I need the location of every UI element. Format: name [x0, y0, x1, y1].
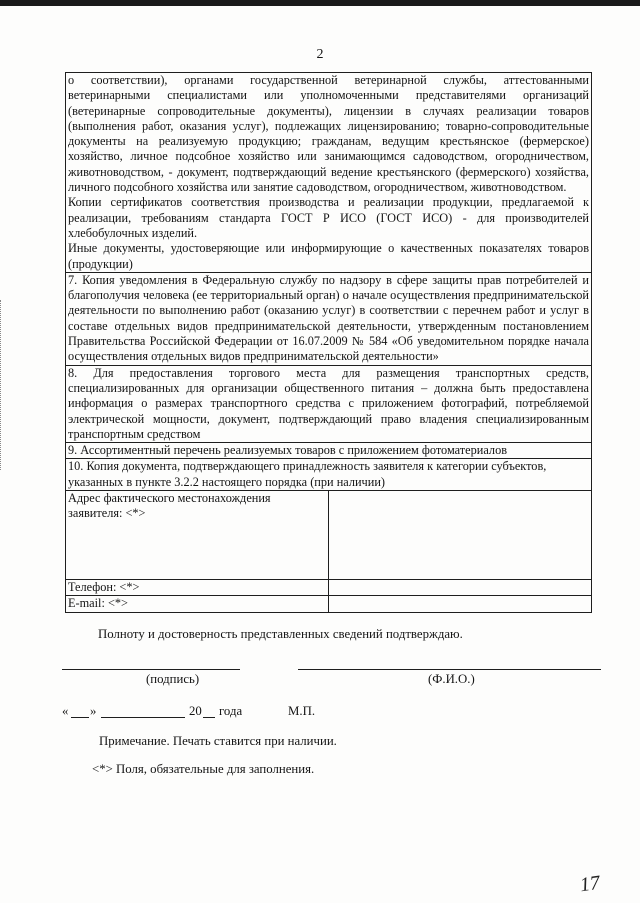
table-row	[66, 491, 592, 580]
table-row	[66, 73, 592, 273]
certificates-paragraph: Копии сертификатов соответствия производства и реализации продукции, предлагаемой к реализации, требованиям стандарта ГОСТ Р ИСО (ГОСТ ИСО) - для производителей хлебобулочных изделий.	[68, 195, 589, 240]
stamp-place: М.П.	[288, 704, 316, 718]
item-9-assortment-list: 9. Ассортиментный перечень реализуемых товаров с приложением фотоматериалов	[66, 443, 592, 459]
vet-documents-paragraph: о соответствии), органами государственной ветеринарной службы, аттестованными ветеринарными специалистами или уполномоченными представителями организаций (ветеринарные сопроводительные документы), лицензии в случаях реализации товаров (выполнения работ, оказания услуг), подлежащих лицензированию; товарно-сопроводительные документы на реализуемую продукцию; гражданам, ведущим крестьянское (фермерское) хозяйство, личное подсобное хозяйство или занимающимся садоводством, огородничеством, животноводством, - документ, подтверждающий ведение крестьянского (фермерского) хозяйства, личного подсобного хозяйства или занятие садоводством, огородничеством, животноводством.	[68, 73, 589, 195]
stamp-note: Примечание. Печать ставится при наличии.	[99, 734, 337, 748]
documents-list-continuation	[66, 73, 592, 273]
handwritten-page-number: 17	[578, 871, 602, 897]
date-year-word: года	[219, 704, 243, 718]
phone-label: Телефон: <*>	[66, 580, 329, 596]
fio-line[interactable]	[298, 669, 601, 670]
date-close-quote: »	[90, 704, 97, 718]
page-number: 2	[316, 47, 324, 62]
email-field[interactable]	[329, 596, 592, 612]
quality-documents-paragraph: Иные документы, удостоверяющие или информирующие о качественных показателях товаров (продукции)	[68, 241, 589, 271]
date-year-line[interactable]	[203, 717, 215, 718]
address-label: Адрес фактического местонахождения заявителя: <*>	[66, 491, 329, 580]
item-8-vehicle-info: 8. Для предоставления торгового места для размещения транспортных средств, специализированных для организации общественного питания – должна быть предоставлена информация о размерах транспортного средства с приложением фотографий, потребляемой электрической мощности, документ, подтверждающий право владения специализированным транспортным средством	[66, 365, 592, 442]
table-row	[66, 443, 592, 459]
email-label: E-mail: <*>	[66, 596, 329, 612]
table-row	[66, 272, 592, 365]
date-year-prefix: 20	[189, 704, 202, 718]
signature-line[interactable]	[62, 669, 240, 670]
signature-caption: (подпись)	[146, 672, 200, 686]
fio-caption: (Ф.И.О.)	[428, 672, 475, 686]
scan-edge	[0, 0, 640, 6]
table-row	[66, 596, 592, 612]
documents-table	[65, 72, 592, 613]
confirmation-text: Полноту и достоверность представленных сведений подтверждаю.	[98, 627, 463, 641]
date-day-line[interactable]	[71, 717, 89, 718]
required-fields-note: <*> Поля, обязательные для заполнения.	[92, 762, 315, 776]
scan-artifact	[0, 300, 4, 470]
table-row	[66, 459, 592, 491]
address-field[interactable]	[329, 491, 592, 580]
phone-field[interactable]	[329, 580, 592, 596]
table-row	[66, 580, 592, 596]
item-10-category-document: 10. Копия документа, подтверждающего принадлежность заявителя к категории субъектов, указанных в пункте 3.2.2 настоящего порядка (при наличии)	[66, 459, 592, 491]
table-row	[66, 365, 592, 442]
date-open-quote: «	[62, 704, 69, 718]
date-month-line[interactable]	[101, 717, 185, 718]
item-7-notification-copy: 7. Копия уведомления в Федеральную службу по надзору в сфере защиты прав потребителей и благополучия человека (ее территориальный орган) о начале осуществления предпринимательской деятельности по выполнению работ (оказанию услуг) в соответствии с перечнем работ и услуг в составе отдельных видов предпринимательской деятельности, утвержденным постановлением Правительства Российской Федерации от 16.07.2009 № 584 «Об уведомительном порядке начала осуществления отдельных видов предпринимательской деятельности»	[66, 272, 592, 365]
